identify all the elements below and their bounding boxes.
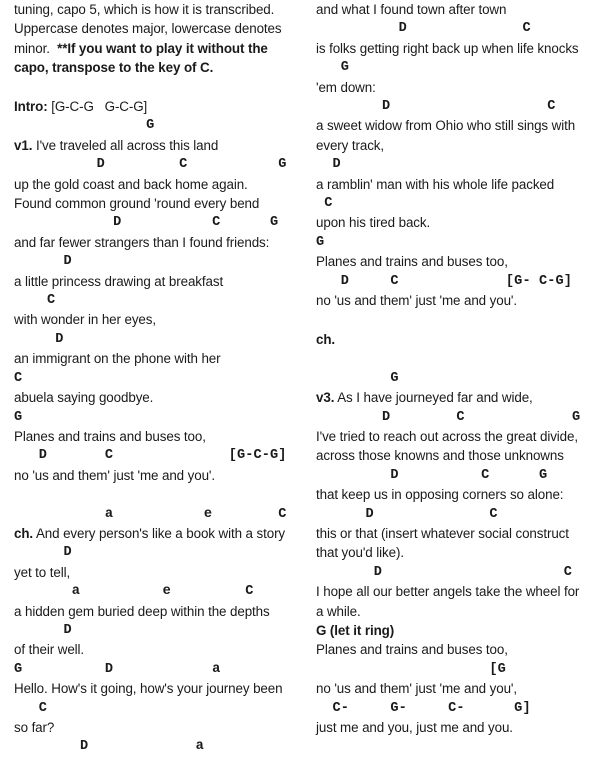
right_column-lyric-line: just me and you, just me and you.	[316, 720, 513, 735]
left_column-lyric-line: tuning, capo 5, which is how it is transcribed.	[14, 2, 275, 17]
left_column-chord-line: C	[14, 293, 56, 309]
left_column-lyric-line: an immigrant on the phone with her	[14, 351, 221, 367]
left_column-chord-line: G	[14, 118, 155, 134]
left_column-line-text: I've traveled all across this land	[32, 137, 219, 153]
right_column-chord-line: D C	[316, 21, 531, 37]
left_column-lyric-line: yet to tell,	[14, 564, 71, 580]
right_column-chord-line: D	[316, 157, 341, 173]
left_column-lyric-line: a hidden gem buried deep within the depths	[14, 603, 270, 619]
right_column-lyric-line: that keep us in opposing corners so alone:	[316, 487, 564, 503]
right_column-lyric-line: no 'us and them' just 'me and you'.	[316, 293, 518, 309]
left_column-lyric-line: with wonder in her eyes,	[14, 312, 156, 328]
right_column-chord-line: D C G	[316, 467, 548, 483]
left_column-blank-line	[14, 485, 306, 504]
left_column-chord-line: D C G	[14, 157, 287, 173]
right_column-chord-line: G	[316, 234, 325, 250]
left_column-lyric-line: abuela saying goodbye.	[14, 390, 154, 406]
right_column-lyric-line: and what I found town after town	[316, 2, 507, 17]
right_column-lyric-line: a while.	[316, 603, 361, 619]
left_column-line-text: [G-C-G G-C-G]	[47, 99, 148, 115]
right_column-lyric-line: no 'us and them' just 'me and you',	[316, 681, 518, 697]
right_column-chord-line: C	[316, 196, 333, 212]
right_column-chord-line: G	[316, 60, 350, 76]
right_column-chord-line: G	[316, 370, 399, 386]
left_column-lyric-line: Found common ground 'round every bend	[14, 196, 260, 212]
right_column-bold-line: G (let it ring)	[316, 622, 395, 638]
right_column-lyric-line: every track,	[316, 137, 385, 153]
left_column-emphasis-text: **If you want to play it without the	[57, 40, 268, 56]
left_column-chord-line: C	[14, 700, 48, 716]
right_column-section-marker: v3.	[316, 390, 335, 406]
left_column-bold-line: capo, transpose to the key of C.	[14, 60, 214, 76]
right_column-lyric-line: this or that (insert whatever social construct	[316, 525, 569, 541]
right_column-lyric-line: 'em down:	[316, 79, 376, 95]
left_column-lyric-line: so far?	[14, 720, 55, 735]
right_column-lyric-line: I've tried to reach out across the great divide,	[316, 428, 578, 444]
right_column-blank-line	[316, 349, 608, 368]
right_column-chord-line: [G	[316, 661, 506, 677]
left_column-chord-line: a e C	[14, 584, 254, 600]
right-text-column	[316, 0, 608, 735]
left-text-column	[14, 0, 306, 755]
left_column-chord-line: a e C	[14, 506, 287, 522]
left_column-lyric-line: Hello. How's it going, how's your journey been	[14, 681, 283, 697]
right_column-line-text: As I have journeyed far and wide,	[334, 390, 533, 406]
left_column-line-text: And every person's like a book with a story	[33, 525, 286, 541]
right_column-chord-line: D C	[316, 506, 498, 522]
left_column-chord-line: D	[14, 331, 64, 347]
left_column-line-text: minor.	[14, 40, 58, 56]
left_column-lyric-line: no 'us and them' just 'me and you'.	[14, 467, 216, 483]
right_column-chord-line: D C G	[316, 409, 581, 425]
right_column-lyric-line: upon his tired back.	[316, 215, 431, 231]
right_column-mixed-line	[316, 388, 608, 407]
right_column-bold-line: ch.	[316, 331, 336, 347]
left_column-lyric-line: Uppercase denotes major, lowercase denotes	[14, 21, 282, 37]
left_column-lyric-line: a little princess drawing at breakfast	[14, 273, 224, 289]
right_column-lyric-line: is folks getting right back up when life knocks	[316, 40, 579, 56]
right_column-blank-line	[316, 311, 608, 330]
left_column-chord-line: D	[14, 545, 72, 561]
left_column-mixed-line	[14, 39, 306, 58]
left_column-blank-line	[14, 78, 306, 97]
right_column-lyric-line: Planes and trains and buses too,	[316, 254, 508, 270]
right_column-lyric-line: a ramblin' man with his whole life packed	[316, 176, 555, 192]
left_column-section-marker: Intro:	[14, 99, 48, 115]
left_column-mixed-line	[14, 136, 306, 155]
left_column-lyric-line: Planes and trains and buses too,	[14, 428, 206, 444]
left_column-mixed-line	[14, 97, 306, 116]
left_column-chord-line: D C [G-C-G]	[14, 448, 287, 464]
left_column-section-marker: ch.	[14, 525, 34, 541]
right_column-chord-line: D C	[316, 99, 556, 115]
left_column-chord-line: C	[14, 370, 23, 386]
right_column-lyric-line: that you'd like).	[316, 545, 404, 561]
left_column-lyric-line: of their well.	[14, 642, 85, 658]
left_column-chord-line: D C G	[14, 215, 279, 231]
right_column-lyric-line: across those knowns and those unknowns	[316, 448, 564, 464]
left_column-lyric-line: up the gold coast and back home again.	[14, 176, 248, 192]
right_column-chord-line: D C	[316, 564, 572, 580]
left_column-section-marker: v1.	[14, 137, 33, 153]
left_column-mixed-line	[14, 524, 306, 543]
left_column-chord-line: G D a	[14, 661, 221, 677]
right_column-chord-line: C- G- C- G]	[316, 700, 531, 716]
left_column-lyric-line: and far fewer strangers than I found friends:	[14, 234, 270, 250]
right_column-lyric-line: I hope all our better angels take the wheel for	[316, 584, 580, 600]
left_column-chord-line: D a	[14, 739, 204, 755]
right_column-lyric-line: a sweet widow from Ohio who still sings with	[316, 118, 576, 134]
left_column-chord-line: D	[14, 622, 72, 638]
right_column-chord-line: D C [G- C-G]	[316, 273, 572, 289]
left_column-chord-line: D	[14, 254, 72, 270]
left_column-chord-line: G	[14, 409, 23, 425]
right_column-lyric-line: Planes and trains and buses too,	[316, 642, 508, 658]
